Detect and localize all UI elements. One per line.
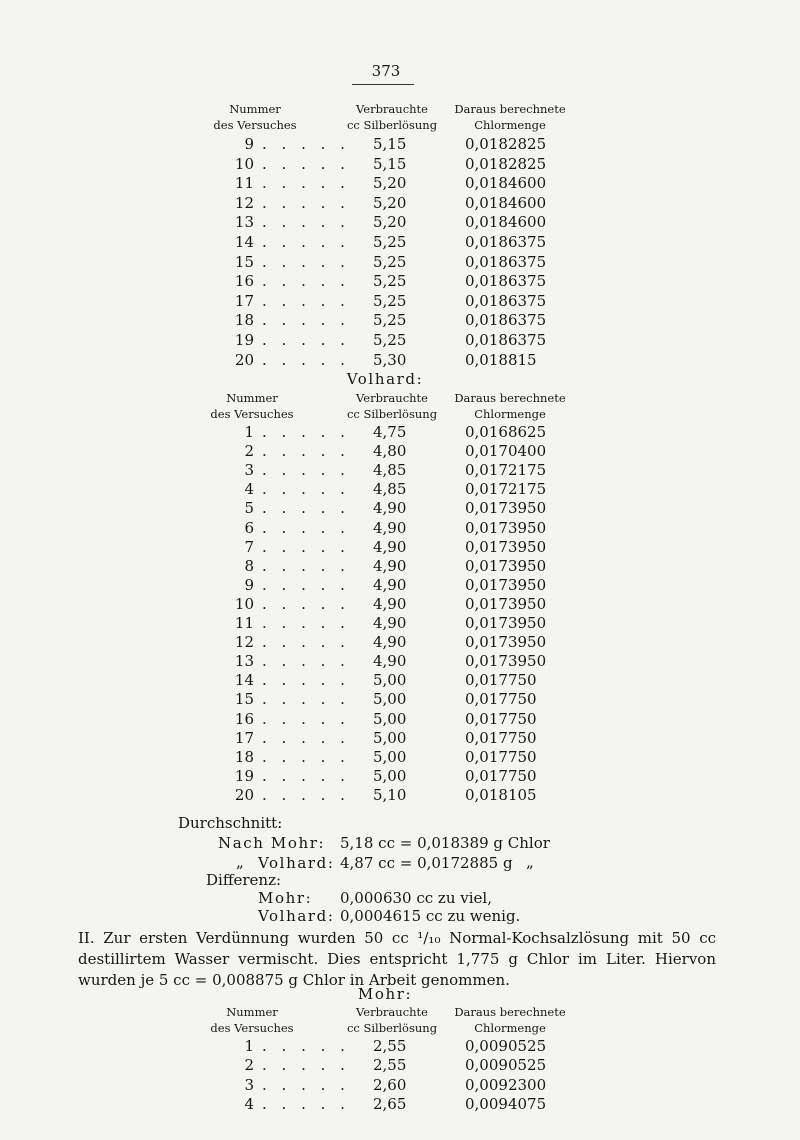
leader-dots: . . . . . — [262, 556, 350, 575]
silver-solution-value: 4,90 — [373, 614, 407, 632]
table3-header-nummer — [192, 1004, 312, 1036]
leader-dots: . . . . . — [262, 272, 350, 291]
chlorine-amount-value: 0,017750 — [465, 766, 537, 785]
trial-number: 17 — [234, 291, 254, 310]
table1-header-daraus — [446, 101, 574, 133]
trial-number: 19 — [234, 331, 254, 349]
header-line: Nummer — [226, 391, 278, 405]
table-row — [232, 441, 592, 461]
chlorine-amount-value: 0,0173950 — [465, 614, 547, 632]
chlorine-amount-value: 0,0173950 — [465, 652, 547, 671]
header-line: Verbrauchte — [356, 391, 428, 405]
table-row — [232, 422, 592, 442]
leader-dots: . . . . . — [262, 594, 350, 613]
header-line: cc Silberlösung — [346, 118, 438, 132]
leader-dots: . . . . . — [262, 233, 350, 251]
table2-header-daraus — [446, 390, 574, 422]
diff-mohr-label: Mohr: — [258, 889, 313, 907]
header-line: cc Silberlösung — [346, 407, 438, 421]
leader-dots: . . . . . — [262, 499, 350, 518]
trial-number: 1 — [244, 1037, 254, 1055]
header-line: des Versuches — [210, 407, 294, 421]
table-row — [232, 498, 592, 518]
mohr-section-title: Mohr: — [357, 985, 413, 1003]
header-line: Daraus berechnete — [454, 1005, 566, 1019]
leader-dots: . . . . . — [262, 423, 350, 441]
header-line: Verbrauchte — [356, 1005, 428, 1019]
trial-number: 20 — [234, 785, 254, 804]
trial-number: 4 — [244, 480, 254, 499]
volhard-average-label: Volhard: — [258, 854, 335, 872]
table2-header-nummer — [192, 390, 312, 422]
table-row — [232, 728, 592, 748]
silver-solution-value: 4,90 — [373, 575, 407, 594]
chlorine-amount-value: 0,0170400 — [465, 442, 547, 461]
trial-number: 16 — [234, 272, 254, 291]
table-row — [232, 252, 592, 272]
leader-dots: . . . . . — [262, 766, 350, 785]
trial-number: 20 — [234, 350, 254, 369]
mohr-average-value: 5,18 cc = 0,018389 g Chlor — [340, 834, 550, 852]
trial-number: 3 — [244, 1075, 254, 1094]
header-line: Chlormenge — [474, 118, 546, 132]
page-number-rule — [352, 84, 414, 85]
leader-dots: . . . . . — [262, 213, 350, 232]
chlorine-amount-value: 0,017750 — [465, 709, 537, 728]
silver-solution-value: 4,90 — [373, 537, 407, 556]
leader-dots: . . . . . — [262, 174, 350, 193]
volhard-section-title: Volhard: — [346, 370, 424, 388]
silver-solution-value: 5,20 — [373, 193, 407, 212]
table-row — [232, 613, 592, 633]
table3-header-verbrauchte — [332, 1004, 452, 1036]
chlorine-amount-value: 0,0184600 — [465, 213, 547, 232]
chlorine-amount-value: 0,0173950 — [465, 518, 547, 537]
silver-solution-value: 4,90 — [373, 633, 407, 652]
table3-header-daraus — [440, 1004, 580, 1036]
silver-solution-value: 4,90 — [373, 594, 407, 613]
leader-dots: . . . . . — [262, 1037, 350, 1055]
table-row — [232, 479, 592, 499]
chlorine-amount-value: 0,017750 — [465, 671, 537, 690]
trial-number: 7 — [244, 537, 254, 556]
trial-number: 10 — [234, 594, 254, 613]
differenz-label: Differenz: — [206, 871, 282, 889]
trial-number: 9 — [244, 135, 254, 153]
chlorine-amount-value: 0,0173950 — [465, 537, 547, 556]
table-row — [232, 766, 592, 786]
chlorine-amount-value: 0,0184600 — [465, 174, 547, 193]
silver-solution-value: 5,20 — [373, 174, 407, 193]
table-row — [232, 310, 592, 330]
chlorine-amount-value: 0,0094075 — [465, 1094, 547, 1113]
table-row — [232, 212, 592, 232]
leader-dots: . . . . . — [262, 671, 350, 690]
chlorine-amount-value: 0,0186375 — [465, 311, 547, 330]
chlorine-amount-value: 0,017750 — [465, 690, 537, 709]
silver-solution-value: 4,90 — [373, 518, 407, 537]
chlorine-amount-value: 0,0173950 — [465, 499, 547, 518]
leader-dots: . . . . . — [262, 350, 350, 369]
table-row — [232, 689, 592, 709]
chlorine-amount-value: 0,0172175 — [465, 480, 547, 499]
chlorine-amount-value: 0,0173950 — [465, 556, 547, 575]
chlorine-amount-value: 0,0182825 — [465, 154, 547, 173]
leader-dots: . . . . . — [262, 652, 350, 671]
silver-solution-value: 5,25 — [373, 311, 407, 330]
table-row — [232, 460, 592, 480]
table-row — [232, 232, 592, 252]
silver-solution-value: 4,90 — [373, 556, 407, 575]
trial-number: 1 — [244, 423, 254, 441]
trial-number: 18 — [234, 747, 254, 766]
table1-header-nummer — [200, 101, 310, 133]
diff-volhard-label: Volhard: — [258, 907, 335, 925]
trial-number: 12 — [234, 193, 254, 212]
header-line: des Versuches — [210, 1021, 294, 1035]
silver-solution-value: 5,10 — [373, 785, 407, 804]
trial-number: 10 — [234, 154, 254, 173]
silver-solution-value: 2,55 — [373, 1056, 407, 1075]
leader-dots: . . . . . — [262, 614, 350, 632]
leader-dots: . . . . . — [262, 518, 350, 537]
leader-dots: . . . . . — [262, 311, 350, 330]
trial-number: 6 — [244, 518, 254, 537]
table-row — [232, 594, 592, 614]
leader-dots: . . . . . — [262, 575, 350, 594]
silver-solution-value: 5,00 — [373, 709, 407, 728]
silver-solution-value: 2,55 — [373, 1037, 407, 1055]
table-row — [232, 670, 592, 690]
chlorine-amount-value: 0,017750 — [465, 747, 537, 766]
ditto-mark: „ — [236, 853, 244, 871]
leader-dots: . . . . . — [262, 154, 350, 173]
diff-mohr-value: 0,000630 cc zu viel, — [340, 889, 492, 907]
leader-dots: . . . . . — [262, 747, 350, 766]
chlorine-amount-value: 0,0186375 — [465, 291, 547, 310]
leader-dots: . . . . . — [262, 709, 350, 728]
table-row — [232, 747, 592, 767]
table-row — [232, 134, 592, 154]
table-row — [232, 537, 592, 557]
silver-solution-value: 4,90 — [373, 652, 407, 671]
table1-header-verbrauchte — [332, 101, 452, 133]
leader-dots: . . . . . — [262, 785, 350, 804]
table-row — [232, 632, 592, 652]
silver-solution-value: 5,25 — [373, 291, 407, 310]
table-row — [232, 291, 592, 311]
chlorine-amount-value: 0,0186375 — [465, 272, 547, 291]
leader-dots: . . . . . — [262, 135, 350, 153]
table-row — [232, 173, 592, 193]
trial-number: 13 — [234, 213, 254, 232]
silver-solution-value: 5,25 — [373, 272, 407, 291]
silver-solution-value: 4,85 — [373, 461, 407, 480]
leader-dots: . . . . . — [262, 633, 350, 652]
header-line: Chlormenge — [474, 1021, 546, 1035]
leader-dots: . . . . . — [262, 193, 350, 212]
trial-number: 4 — [244, 1094, 254, 1113]
leader-dots: . . . . . — [262, 442, 350, 461]
leader-dots: . . . . . — [262, 252, 350, 271]
silver-solution-value: 5,25 — [373, 252, 407, 271]
page-number: 373 — [371, 62, 401, 80]
silver-solution-value: 5,00 — [373, 747, 407, 766]
silver-solution-value: 4,85 — [373, 480, 407, 499]
table-row — [232, 1036, 592, 1056]
chlorine-amount-value: 0,0173950 — [465, 575, 547, 594]
silver-solution-value: 5,20 — [373, 213, 407, 232]
chlorine-amount-value: 0,0173950 — [465, 594, 547, 613]
diff-volhard-value: 0,0004615 cc zu wenig. — [340, 907, 521, 925]
trial-number: 5 — [244, 499, 254, 518]
header-line: Nummer — [229, 102, 281, 116]
table-row — [232, 556, 592, 576]
table-row — [232, 350, 592, 370]
trial-number: 14 — [234, 671, 254, 690]
table-row — [232, 1075, 592, 1095]
silver-solution-value: 2,60 — [373, 1075, 407, 1094]
trial-number: 19 — [234, 766, 254, 785]
table-row — [232, 154, 592, 174]
header-line: Daraus berechnete — [454, 102, 566, 116]
table-row — [232, 785, 592, 805]
trial-number: 15 — [234, 690, 254, 709]
table-row — [232, 1094, 592, 1114]
volhard-average-value: 4,87 cc = 0,0172885 g — [340, 854, 513, 872]
table-row — [232, 271, 592, 291]
header-line: Verbrauchte — [356, 102, 428, 116]
silver-solution-value: 2,65 — [373, 1094, 407, 1113]
chlorine-amount-value: 0,0092300 — [465, 1075, 547, 1094]
trial-number: 11 — [234, 174, 254, 193]
chlorine-amount-value: 0,017750 — [465, 728, 537, 747]
chlorine-amount-value: 0,0186375 — [465, 233, 547, 251]
header-line: Daraus berechnete — [454, 391, 566, 405]
silver-solution-value: 5,00 — [373, 690, 407, 709]
silver-solution-value: 5,00 — [373, 766, 407, 785]
silver-solution-value: 5,30 — [373, 350, 407, 369]
trial-number: 13 — [234, 652, 254, 671]
leader-dots: . . . . . — [262, 461, 350, 480]
leader-dots: . . . . . — [262, 1094, 350, 1113]
chlorine-amount-value: 0,0090525 — [465, 1056, 547, 1075]
table-row — [232, 1055, 592, 1075]
chlorine-amount-value: 0,018105 — [465, 785, 537, 804]
table2-header-verbrauchte — [332, 390, 452, 422]
table-row — [232, 193, 592, 213]
silver-solution-value: 5,00 — [373, 671, 407, 690]
mohr-average-label: Nach Mohr: — [218, 834, 326, 852]
ditto-mark: „ — [526, 853, 534, 871]
trial-number: 18 — [234, 311, 254, 330]
chlorine-amount-value: 0,0186375 — [465, 331, 547, 349]
silver-solution-value: 4,90 — [373, 499, 407, 518]
table-row — [232, 651, 592, 671]
leader-dots: . . . . . — [262, 291, 350, 310]
leader-dots: . . . . . — [262, 690, 350, 709]
body-paragraph: II. Zur ersten Verdünnung wurden 50 cc ¹/₁₀ Normal-Kochsalzlösung mit 50 cc destillirtem Wasser vermischt. Dies entspricht 1,775 g Chlor im Liter. Hiervon wurden je 5 cc = 0,008875 g Chlor in Arbeit genommen. — [78, 929, 716, 989]
trial-number: 2 — [244, 442, 254, 461]
trial-number: 15 — [234, 252, 254, 271]
table-row — [232, 709, 592, 729]
silver-solution-value: 5,25 — [373, 331, 407, 349]
trial-number: 9 — [244, 575, 254, 594]
trial-number: 12 — [234, 633, 254, 652]
chlorine-amount-value: 0,018815 — [465, 350, 537, 369]
trial-number: 16 — [234, 709, 254, 728]
silver-solution-value: 4,75 — [373, 423, 407, 441]
leader-dots: . . . . . — [262, 1075, 350, 1094]
trial-number: 11 — [234, 614, 254, 632]
chlorine-amount-value: 0,0182825 — [465, 135, 547, 153]
trial-number: 8 — [244, 556, 254, 575]
table-row — [232, 518, 592, 538]
header-line: des Versuches — [213, 118, 297, 132]
header-line: cc Silberlösung — [346, 1021, 438, 1035]
chlorine-amount-value: 0,0173950 — [465, 633, 547, 652]
leader-dots: . . . . . — [262, 537, 350, 556]
chlorine-amount-value: 0,0186375 — [465, 252, 547, 271]
leader-dots: . . . . . — [262, 1056, 350, 1075]
chlorine-amount-value: 0,0172175 — [465, 461, 547, 480]
header-line: Nummer — [226, 1005, 278, 1019]
chlorine-amount-value: 0,0168625 — [465, 423, 547, 441]
silver-solution-value: 5,25 — [373, 233, 407, 251]
header-line: Chlormenge — [474, 407, 546, 421]
table-row — [232, 575, 592, 595]
trial-number: 3 — [244, 461, 254, 480]
silver-solution-value: 5,15 — [373, 154, 407, 173]
chlorine-amount-value: 0,0090525 — [465, 1037, 547, 1055]
silver-solution-value: 4,80 — [373, 442, 407, 461]
leader-dots: . . . . . — [262, 331, 350, 349]
silver-solution-value: 5,15 — [373, 135, 407, 153]
table-row — [232, 330, 592, 350]
silver-solution-value: 5,00 — [373, 728, 407, 747]
durchschnitt-label: Durchschnitt: — [178, 814, 283, 832]
trial-number: 14 — [234, 233, 254, 251]
trial-number: 2 — [244, 1056, 254, 1075]
leader-dots: . . . . . — [262, 480, 350, 499]
trial-number: 17 — [234, 728, 254, 747]
chlorine-amount-value: 0,0184600 — [465, 193, 547, 212]
leader-dots: . . . . . — [262, 728, 350, 747]
